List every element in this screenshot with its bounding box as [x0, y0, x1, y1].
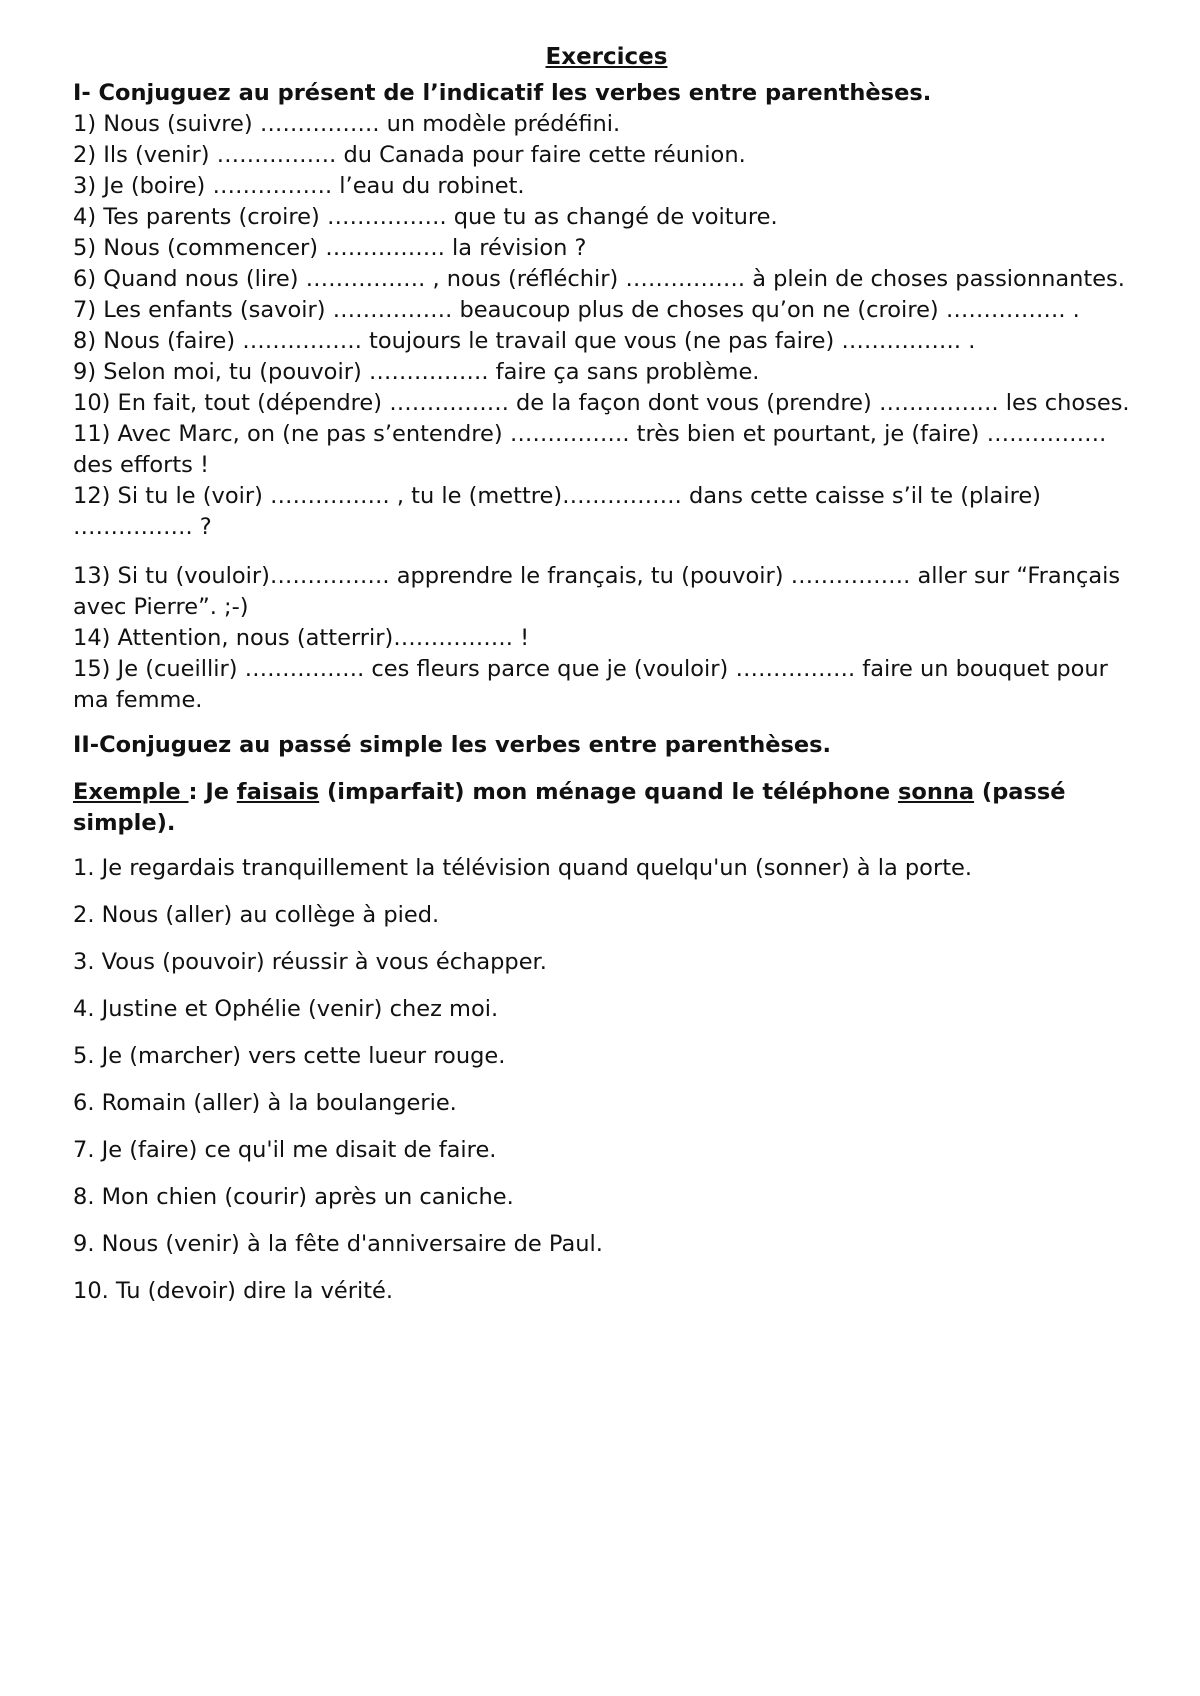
example-label: Exemple [73, 779, 189, 805]
exercise-item-7: 7) Les enfants (savoir) ……………. beaucoup plus de choses qu’on ne (croire) ……………. . [73, 297, 1080, 323]
passe-simple-item-9: 9. Nous (venir) à la fête d'anniversaire de Paul. [73, 1231, 603, 1257]
example-sentence [73, 777, 1140, 839]
passe-simple-item-7: 7. Je (faire) ce qu'il me disait de faire. [73, 1137, 497, 1163]
page-title: Exercices [545, 44, 668, 70]
passe-simple-item-1: 1. Je regardais tranquillement la télévision quand quelqu'un (sonner) à la porte. [73, 855, 973, 881]
example-text-end: (passé simple). [73, 779, 1066, 836]
exercise-item-15: 15) Je (cueillir) ……………. ces fleurs parce que je (vouloir) ……………. faire un bouquet pour ma femme. [73, 656, 1108, 713]
exercise-item-13: 13) Si tu (vouloir)……………. apprendre le français, tu (pouvoir) ……………. aller sur “Français avec Pierre”. ;-) [73, 563, 1121, 620]
example-verb-passe-simple: sonna [898, 779, 975, 805]
section-2-exercise-list [73, 853, 1140, 1307]
example-verb-imparfait: faisais [236, 779, 320, 805]
passe-simple-item-3: 3. Vous (pouvoir) réussir à vous échapper. [73, 949, 547, 975]
passe-simple-item-10: 10. Tu (devoir) dire la vérité. [73, 1278, 394, 1304]
section-1-heading: I- Conjuguez au présent de l’indicatif les verbes entre parenthèses. [73, 80, 932, 106]
exercise-item-3: 3) Je (boire) ……………. l’eau du robinet. [73, 173, 525, 199]
section-1-exercise-list [73, 109, 1140, 716]
passe-simple-item-8: 8. Mon chien (courir) après un caniche. [73, 1184, 514, 1210]
exercise-item-4: 4) Tes parents (croire) ……………. que tu as changé de voiture. [73, 204, 778, 230]
passe-simple-item-5: 5. Je (marcher) vers cette lueur rouge. [73, 1043, 506, 1069]
passe-simple-item-6: 6. Romain (aller) à la boulangerie. [73, 1090, 457, 1116]
example-text-start: : Je [188, 779, 237, 805]
exercise-item-5: 5) Nous (commencer) ……………. la révision ? [73, 235, 587, 261]
exercise-item-12: 12) Si tu le (voir) ……………. , tu le (mettre)……………. dans cette caisse s’il te (plaire) ……………. ? [73, 483, 1041, 540]
exercise-item-14: 14) Attention, nous (atterrir)……………. ! [73, 625, 530, 651]
example-text-middle: (imparfait) mon ménage quand le téléphone [319, 779, 898, 805]
exercise-item-1: 1) Nous (suivre) ……………. un modèle prédéfini. [73, 111, 621, 137]
passe-simple-item-2: 2. Nous (aller) au collège à pied. [73, 902, 440, 928]
passe-simple-item-4: 4. Justine et Ophélie (venir) chez moi. [73, 996, 499, 1022]
exercise-item-6: 6) Quand nous (lire) ……………. , nous (réfléchir) ……………. à plein de choses passionnantes. [73, 266, 1125, 292]
section-2-heading: II-Conjuguez au passé simple les verbes entre parenthèses. [73, 732, 832, 758]
exercise-item-10: 10) En fait, tout (dépendre) ……………. de la façon dont vous (prendre) ……………. les choses. [73, 390, 1130, 416]
exercise-item-8: 8) Nous (faire) ……………. toujours le travail que vous (ne pas faire) ……………. . [73, 328, 976, 354]
exercise-item-2: 2) Ils (venir) ……………. du Canada pour faire cette réunion. [73, 142, 746, 168]
exercise-item-9: 9) Selon moi, tu (pouvoir) ……………. faire ça sans problème. [73, 359, 760, 385]
exercise-item-11: 11) Avec Marc, on (ne pas s’entendre) ……………. très bien et pourtant, je (faire) ……………. des efforts ! [73, 421, 1107, 478]
